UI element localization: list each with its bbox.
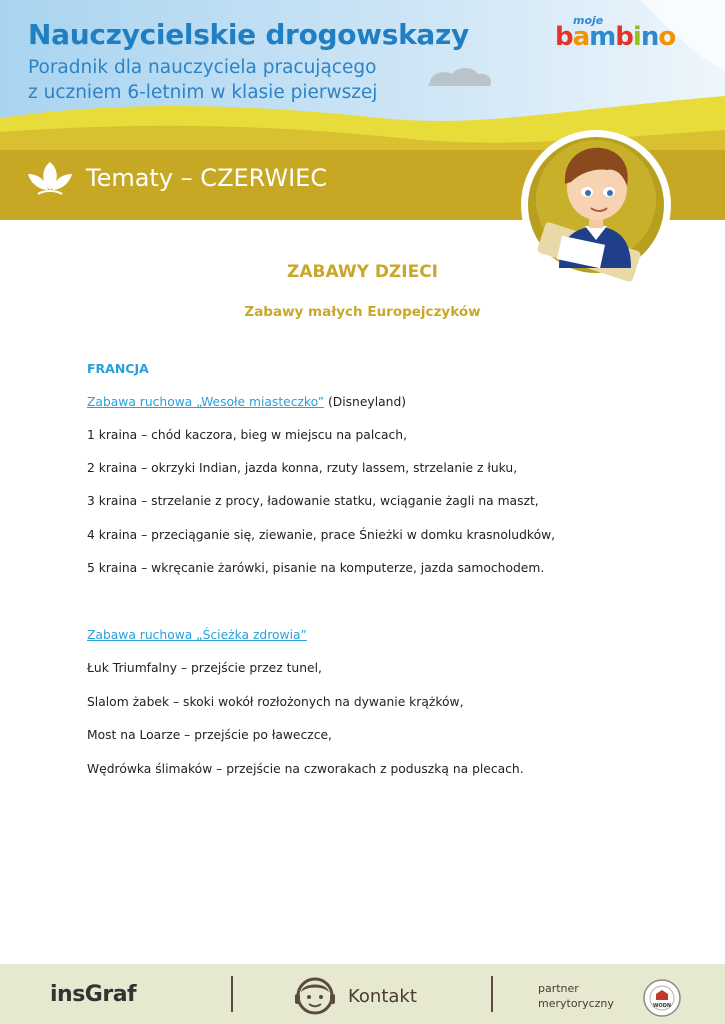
game1-title-row	[87, 395, 406, 409]
game1-line-5: 5 kraina – wkręcanie żarówki, pisanie na komputerze, jazda samochodem.	[87, 561, 545, 575]
game2-line-2: Slalom żabek – skoki wokół rozłożonych na dywanie krążków,	[87, 695, 464, 709]
section-subheading: Zabawy małych Europejczyków	[244, 304, 481, 320]
partner-label-line2: merytoryczny	[538, 997, 614, 1010]
wodn-seal-icon	[642, 978, 682, 1018]
footer-divider	[491, 976, 493, 1012]
game1-line-4: 4 kraina – przeciąganie się, ziewanie, prace Śnieżki w domku krasnoludków,	[87, 528, 556, 542]
insgraf-logo[interactable]: insGraf	[50, 982, 137, 1007]
game1-line-3: 3 kraina – strzelanie z procy, ładowanie statku, wciąganie żagli na maszt,	[87, 494, 539, 508]
contact-link[interactable]: Kontakt	[348, 986, 417, 1007]
game2-line-1: Łuk Triumfalny – przejście przez tunel,	[87, 661, 322, 675]
partner-label	[538, 981, 614, 1011]
game2-title-row	[87, 628, 307, 642]
page-subtitle-line2: z uczniem 6-letnim w klasie pierwszej	[28, 82, 378, 103]
contact-person-icon[interactable]	[293, 976, 337, 1016]
logo-moje-text: moje	[573, 14, 604, 27]
page-title: Nauczycielskie drogowskazy	[28, 18, 469, 51]
flower-icon	[28, 160, 72, 196]
bambino-logo	[555, 14, 695, 54]
page-footer	[0, 964, 725, 1024]
partner-label-line1: partner	[538, 982, 579, 995]
page-subtitle-line1: Poradnik dla nauczyciela pracującego	[28, 57, 377, 78]
country-heading: FRANCJA	[87, 361, 149, 376]
game2-line-4: Wędrówka ślimaków – przejście na czworakach z poduszką na plecach.	[87, 762, 524, 776]
topic-label: Tematy – CZERWIEC	[86, 164, 328, 192]
game2-link[interactable]: Zabawa ruchowa „Ścieżka zdrowia”	[87, 628, 307, 642]
logo-bambino-text: bambino	[555, 22, 676, 52]
child-avatar	[519, 128, 673, 282]
section-heading: ZABAWY DZIECI	[287, 262, 438, 282]
game1-title-suffix: (Disneyland)	[324, 395, 407, 409]
game1-line-1: 1 kraina – chód kaczora, bieg w miejscu na palcach,	[87, 428, 408, 442]
game1-link[interactable]: Zabawa ruchowa „Wesołe miasteczko”	[87, 395, 325, 409]
footer-divider	[231, 976, 233, 1012]
game2-line-3: Most na Loarze – przejście po ławeczce,	[87, 728, 332, 742]
wodn-seal-text: WODN	[652, 1003, 672, 1009]
game1-line-2: 2 kraina – okrzyki Indian, jazda konna, rzuty lassem, strzelanie z łuku,	[87, 461, 518, 475]
